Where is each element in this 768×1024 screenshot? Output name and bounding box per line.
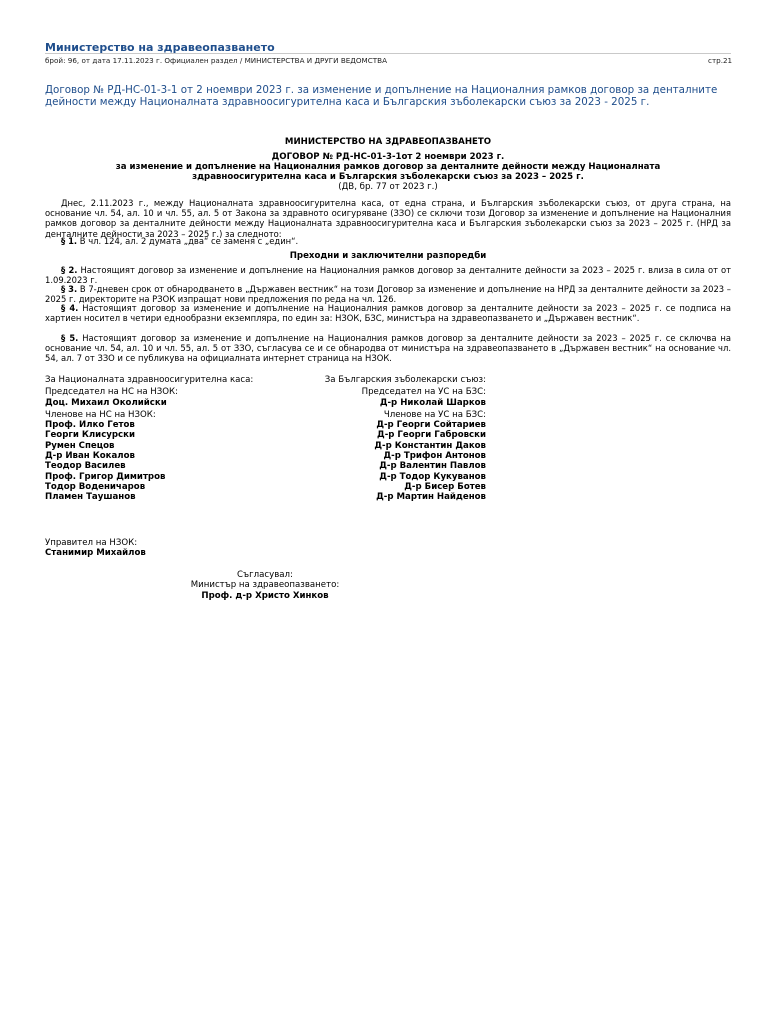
section-3-label: § 3. — [61, 284, 78, 294]
right-chair-name: Д-р Николай Шарков — [379, 397, 486, 408]
minister-name: Проф. д-р Христо Хинков — [201, 590, 329, 601]
section-1-text: В чл. 124, ал. 2 думата „два“ се заменя с „един“. — [77, 236, 299, 246]
left-member: Проф. Илко Гетов — [45, 420, 135, 431]
document-title — [45, 84, 731, 108]
section-3-text: В 7-дневен срок от обнародването в „Държавен вестник“ на този Договор за изменение и допълнение на НРД за денталните дейности за 2023 – 2025 г. директорите на РЗОК изпращат нови предложения по реда на чл. 126. — [45, 284, 731, 305]
transitional-heading: Преходни и заключителни разпоредби — [289, 251, 487, 261]
header-divider — [45, 53, 731, 54]
contract-subject-line1: за изменение и допълнение на Националния рамков договор за денталните дейности между Националната — [115, 162, 661, 172]
left-member: Георги Клисурски — [45, 430, 135, 441]
left-member: Теодор Василев — [45, 461, 126, 472]
left-chair-title: Председател на НС на НЗОК: — [45, 387, 179, 398]
left-member: Пламен Таушанов — [45, 492, 136, 503]
manager-title: Управител на НЗОК: — [45, 538, 138, 548]
section-4 — [45, 303, 731, 323]
section-5-text: Настоящият договор за изменение и допълнение на Националния рамков договор за денталните дейности за 2023 – 2025 г. се сключва на основание чл. 54, ал. 10 и чл. 55, ал. 5 от ЗЗО, съгласува се и се обнародва от министъра на здравеопазването в „Държавен вестник“ на основание чл. 54, ал. 7 от ЗЗО и се публикува на официалната интернет страница на НЗОК. — [45, 333, 731, 364]
right-member: Д-р Георги Габровски — [377, 430, 486, 441]
document-title-line2: дейности между Националната здравноосигурителна каса и Българския зъболекарски съюз за 2023 - 2025 г. — [45, 96, 650, 108]
left-members-title: Членове на НС на НЗОК: — [45, 409, 156, 420]
right-members-title: Членове на УС на БЗС: — [383, 409, 486, 420]
right-member: Д-р Георги Сойтариев — [376, 420, 486, 431]
section-2-label: § 2. — [61, 265, 78, 275]
right-member: Д-р Мартин Найденов — [376, 492, 486, 503]
right-member: Д-р Тодор Кукуванов — [379, 471, 486, 482]
right-member: Д-р Бисер Ботев — [404, 481, 486, 492]
minister-title: Министър на здравеопазването: — [190, 580, 340, 591]
section-3 — [45, 284, 731, 304]
left-party: За Националната здравноосигурителна каса: — [45, 375, 254, 385]
left-member: Румен Спецов — [45, 440, 115, 451]
left-chair-name: Доц. Михаил Околийски — [45, 397, 167, 408]
section-1-label: § 1. — [61, 236, 78, 246]
section-2-text: Настоящият договор за изменение и допълнение на Националния рамков договор за денталните дейности за 2023 – 2025 г. влиза в сила от от 1.09.2023 г. — [45, 265, 731, 286]
left-member: Д-р Иван Кокалов — [45, 451, 135, 462]
minister-block — [140, 570, 390, 601]
ministry-header[interactable]: Министерство на здравеопазването — [45, 41, 275, 54]
manager-name: Станимир Михайлов — [45, 548, 146, 559]
contract-subject-line2: здравноосигурителна каса и Българския зъболекарски съюз за 2023 – 2025 г. — [192, 172, 584, 182]
page-number: стр.21 — [708, 56, 733, 65]
intro-paragraph: Днес, 2.11.2023 г., между Националната здравноосигурителна каса, от една страна, и Българския зъболекарски съюз, от друга страна, на основание чл. 54, ал. 10 и чл. 55, ал. 5 от Закона за здравното осигуряване (ЗЗО) се сключи този Договор за изменение и допълнение на Националния рамков договор за денталните дейности между Националната здравноосигурителна каса и Българския зъболекарски съюз за 2023 – 2025 г. (НРД за денталните дейности за 2023 – 2025 г.) за следното: — [45, 198, 731, 239]
section-4-text: Настоящият договор за изменение и допълнение на Националния рамков договор за денталните дейности за 2023 – 2025 г. се подписа на хартиен носител в четири еднообразни екземпляра, по един за: НЗОК, БЗС, министъра на здравеопазването и „Държавен вестник“. — [45, 303, 731, 324]
ministry-heading: МИНИСТЕРСТВО НА ЗДРАВЕОПАЗВАНЕТО — [284, 137, 492, 147]
manager-block — [45, 538, 146, 559]
left-member: Тодор Воденичаров — [45, 481, 146, 492]
right-member: Д-р Константин Даков — [374, 440, 486, 451]
section-5-label: § 5. — [61, 333, 79, 343]
section-1 — [45, 236, 731, 246]
right-member: Д-р Трифон Антонов — [383, 451, 486, 462]
bzs-signatures — [300, 375, 486, 503]
nhif-signatures — [45, 375, 253, 503]
contract-number: ДОГОВОР № РД-НС-01-3-1от 2 ноември 2023 г. — [271, 152, 505, 162]
right-party: За Българския зъболекарски съюз: — [324, 375, 486, 385]
agreed-label: Съгласувал: — [237, 570, 293, 580]
section-5 — [45, 333, 731, 364]
document-title-line1: Договор № РД-НС-01-3-1 от 2 ноември 2023 г. за изменение и допълнение на Националния рамков договор за денталните — [45, 84, 718, 96]
section-4-label: § 4. — [61, 303, 79, 313]
issue-meta: брой: 96, от дата 17.11.2023 г. Официален раздел / МИНИСТЕРСТВА И ДРУГИ ВЕДОМСТВА — [45, 56, 388, 65]
left-member: Проф. Григор Димитров — [45, 471, 166, 482]
section-2 — [45, 265, 731, 285]
right-chair-title: Председател на УС на БЗС: — [361, 387, 486, 398]
gazette-reference: (ДВ, бр. 77 от 2023 г.) — [338, 182, 438, 192]
right-member: Д-р Валентин Павлов — [379, 461, 486, 472]
